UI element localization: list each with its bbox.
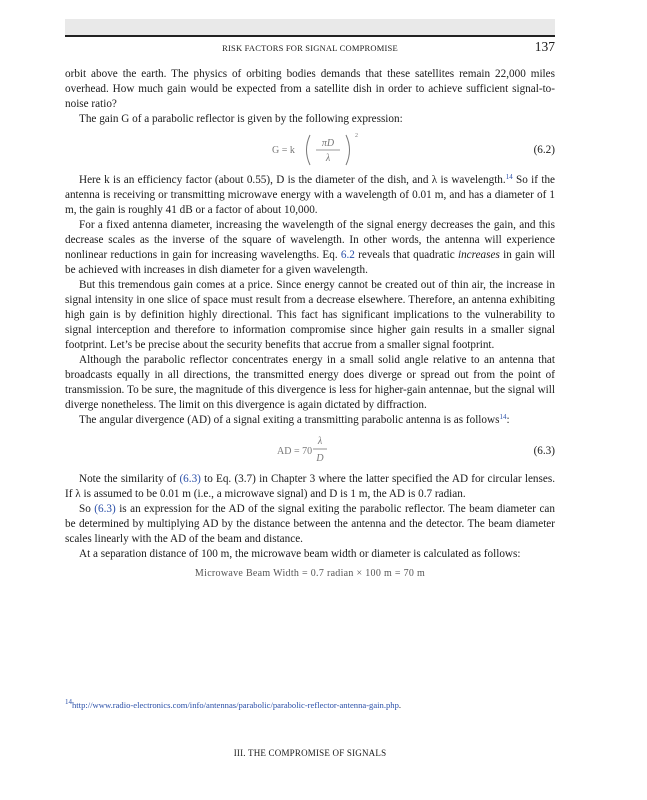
- running-title: RISK FACTORS FOR SIGNAL COMPROMISE: [222, 43, 398, 53]
- footnote-link[interactable]: http://www.radio-electronics.com/info/antennas/parabolic/parabolic-reflector-antenna-gain.php: [72, 700, 399, 710]
- footnote-ref-14[interactable]: 14: [505, 173, 513, 181]
- ad-lhs: AD = 70: [277, 446, 313, 457]
- ad-numerator: λ: [317, 436, 323, 447]
- footnote: $^{14}$http://www.radio-electronics.com/info/antennas/parabolic/parabolic-reflector-antenna-gain.php.: [65, 698, 402, 710]
- footnote-ref-14-b[interactable]: 14: [499, 413, 507, 421]
- page-footer: III. THE COMPROMISE OF SIGNALS: [233, 748, 387, 758]
- running-header: [65, 39, 555, 58]
- eq-6-2-link[interactable]: 6.2: [340, 249, 355, 261]
- footnote-mark: 14: [65, 698, 72, 706]
- paragraph-6: Although the parabolic reflector concentrates energy in a small solid angle relative to an antenna that broadcasts equally in all directions, the transmitted energy does diverge or spread out from the point of transmission. To be sure, the magnitude of this divergence is less for higher-gain antennae, but the signal will diverge nonetheless. The limit on this divergence is again dictated by diffraction.: [65, 354, 555, 411]
- page-body: [65, 67, 555, 592]
- gain-formula: [160, 127, 460, 173]
- beam-width-equation: Microwave Beam Width = 0.7 radian × 100 m = 70 m: [194, 568, 426, 579]
- eq-6-3-link[interactable]: (6.3): [179, 473, 201, 485]
- paragraph-3: Here k is an efficiency factor (about 0.55), D is the diameter of the dish, and λ is wavelength.$^{14}$ So if the antenna is receiving or transmitting microwave energy with a wavelength of 0.01 m, and has a diameter of 1 m, the gain is roughly 41 dB or a factor of about 10,000.: [65, 173, 556, 216]
- gain-lhs: G = k: [272, 145, 295, 156]
- equation-number-6-2: (6.2): [533, 144, 555, 156]
- paragraph-4: For a fixed antenna diameter, increasing the wavelength of the signal energy decreases the gain, and this decrease scales as the inverse of the square of wavelength. In other words, the antenna will experience nonlinear reductions in gain for increasing wavelengths. Eq. 6.2 reveals that quadratic increases in gain will be achieved with increases in dish diameter for a given wavelength.: [65, 219, 555, 276]
- paragraph-7: The angular divergence (AD) of a signal exiting a transmitting parabolic antenna is as follows$^{14}$:: [79, 413, 510, 426]
- equation-6-2: [65, 127, 555, 173]
- paragraph-1: orbit above the earth. The physics of orbiting bodies demands that these satellites remain 22,000 miles overhead. How much gain would be expected from a satellite dish in order to achieve sufficient signal-to-noise ratio?: [65, 68, 555, 110]
- gain-exponent: 2: [355, 133, 358, 139]
- paragraph-2: The gain G of a parabolic reflector is given by the following expression:: [79, 113, 403, 125]
- eq-6-3-link-b[interactable]: (6.3): [94, 503, 116, 515]
- paragraph-8: Note the similarity of (6.3) to Eq. (3.7) in Chapter 3 where the latter specified the AD for circular lenses. If λ is assumed to be 0.01 m (i.e., a microwave signal) and D is 1 m, the AD is 0.7 radian.: [65, 473, 555, 500]
- paragraph-9: So (6.3) is an expression for the AD of the signal exiting the parabolic reflector. The beam diameter can be determined by multiplying AD by the distance between the antenna and the detector. The beam diameter scales linearly with the AD of the beam and distance.: [65, 503, 555, 545]
- gain-denominator: λ: [325, 153, 331, 164]
- page-number: 137: [534, 39, 555, 54]
- paragraph-5: But this tremendous gain comes at a price. Since energy cannot be created out of thin air, the increase in signal intensity in one slice of space must result from a decrease elsewhere. Therefore, an antenna exhibiting high gain is by definition highly directional. This fact has significant implications to the vulnerability to signal interception and therefore to information compromise since higher gain results in a smaller signal footprint. Let’s be precise about the security benefits that accrue from a smaller signal footprint.: [65, 279, 555, 351]
- ad-denominator: D: [316, 453, 324, 464]
- header-rule: [65, 35, 555, 37]
- header-band: [65, 19, 555, 35]
- equation-6-3: [65, 428, 555, 472]
- equation-number-6-3: (6.3): [533, 445, 555, 457]
- ad-formula: [160, 428, 460, 472]
- paragraph-10: At a separation distance of 100 m, the microwave beam width or diameter is calculated as follows:: [79, 548, 521, 560]
- gain-numerator: πD: [321, 138, 335, 149]
